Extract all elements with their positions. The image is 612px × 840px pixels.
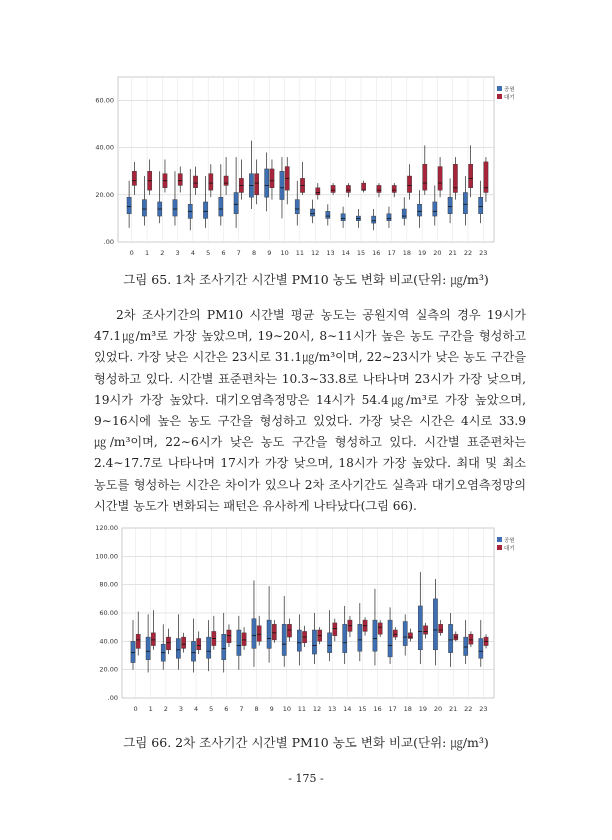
x-tick-label: 13 xyxy=(326,249,335,257)
box-공원 xyxy=(203,202,207,219)
box-대기 xyxy=(392,185,396,192)
box-공원 xyxy=(402,209,406,218)
box-대기 xyxy=(453,164,457,192)
x-tick-label: 12 xyxy=(311,249,320,257)
y-tick-label: 120.00 xyxy=(95,524,118,532)
x-tick-label: 10 xyxy=(280,249,289,257)
box-대기 xyxy=(132,171,136,185)
box-대기 xyxy=(438,167,442,191)
x-tick-label: 1 xyxy=(148,705,153,713)
box-대기 xyxy=(287,624,291,637)
box-공원 xyxy=(173,200,177,217)
box-공원 xyxy=(252,619,256,649)
box-공원 xyxy=(387,214,391,221)
x-tick-label: 22 xyxy=(463,249,473,257)
legend-label: 공원 xyxy=(504,87,515,93)
x-tick-label: 1 xyxy=(144,249,150,257)
box-대기 xyxy=(272,624,276,640)
box-대기 xyxy=(181,637,185,648)
x-tick-label: 18 xyxy=(403,705,412,713)
figure-66-caption: 그림 66. 2차 조사기간 시간별 PM10 농도 변화 비교(단위: ㎍/m³) xyxy=(123,735,489,750)
box-공원 xyxy=(326,211,330,218)
x-tick-label: 19 xyxy=(418,705,428,713)
chart-figure-65 xyxy=(0,0,612,262)
box-공원 xyxy=(295,200,299,214)
box-대기 xyxy=(270,169,274,188)
x-tick-label: 13 xyxy=(328,705,337,713)
box-공원 xyxy=(388,620,392,657)
x-tick-label: 10 xyxy=(282,705,291,713)
legend-swatch xyxy=(497,86,502,91)
y-tick-label: 20.00 xyxy=(99,665,118,674)
box-대기 xyxy=(348,620,352,631)
box-공원 xyxy=(282,624,286,655)
box-공원 xyxy=(265,169,269,197)
box-공원 xyxy=(358,624,362,651)
box-공원 xyxy=(372,216,376,223)
x-tick-label: 14 xyxy=(341,249,350,257)
y-tick-label: 80.00 xyxy=(99,580,118,589)
x-tick-label: 18 xyxy=(402,249,412,257)
x-tick-label: 16 xyxy=(373,705,382,713)
legend-swatch xyxy=(497,94,502,99)
box-대기 xyxy=(408,633,412,639)
box-공원 xyxy=(127,197,131,214)
x-tick-label: 14 xyxy=(343,705,352,713)
y-tick-label: 40.00 xyxy=(99,637,118,646)
x-tick-label: 12 xyxy=(312,705,322,713)
x-tick-label: 3 xyxy=(178,705,184,713)
x-tick-label: 15 xyxy=(356,249,366,257)
box-공원 xyxy=(206,637,210,658)
box-대기 xyxy=(255,174,259,195)
box-공원 xyxy=(343,624,347,652)
box-공원 xyxy=(146,637,150,660)
box-대기 xyxy=(197,639,201,650)
y-tick-label: 100.00 xyxy=(95,552,118,561)
box-대기 xyxy=(378,623,382,634)
y-tick-label: .00 xyxy=(107,694,118,702)
box-대기 xyxy=(363,620,367,631)
box-대기 xyxy=(178,174,182,186)
x-tick-label: 23 xyxy=(479,705,488,713)
box-대기 xyxy=(423,164,427,190)
box-대기 xyxy=(166,637,170,650)
box-공원 xyxy=(464,637,468,655)
x-tick-label: 21 xyxy=(449,705,458,713)
x-tick-label: 4 xyxy=(194,705,199,713)
x-tick-label: 16 xyxy=(372,249,381,257)
box-대기 xyxy=(242,633,246,646)
box-공원 xyxy=(161,644,165,661)
x-tick-label: 17 xyxy=(387,249,396,257)
x-tick-label: 15 xyxy=(358,705,367,713)
box-공원 xyxy=(310,209,314,216)
y-tick-label: .00 xyxy=(103,238,114,246)
box-공원 xyxy=(479,639,483,659)
box-대기 xyxy=(331,185,335,192)
box-대기 xyxy=(469,164,473,188)
box-대기 xyxy=(484,637,488,646)
legend-label: 공원 xyxy=(504,538,515,544)
box-공원 xyxy=(280,171,284,199)
box-공원 xyxy=(479,197,483,214)
box-대기 xyxy=(302,631,306,642)
box-대기 xyxy=(407,176,411,193)
box-대기 xyxy=(423,626,427,635)
x-tick-label: 2 xyxy=(163,705,168,713)
x-tick-label: 22 xyxy=(464,705,473,713)
box-공원 xyxy=(267,620,271,648)
box-공원 xyxy=(463,193,467,214)
box-대기 xyxy=(257,626,261,642)
box-대기 xyxy=(377,185,381,192)
box-공원 xyxy=(417,204,421,216)
x-tick-label: 7 xyxy=(236,249,241,257)
box-공원 xyxy=(191,641,195,661)
box-공원 xyxy=(142,200,146,217)
box-공원 xyxy=(448,197,452,214)
legend-swatch xyxy=(497,537,502,542)
x-tick-label: 11 xyxy=(295,249,305,257)
box-대기 xyxy=(393,630,397,637)
box-대기 xyxy=(439,624,443,633)
x-tick-label: 0 xyxy=(129,249,134,257)
box-공원 xyxy=(222,634,226,660)
box-공원 xyxy=(418,606,422,650)
box-대기 xyxy=(454,634,458,640)
x-tick-label: 20 xyxy=(433,249,442,257)
x-tick-label: 9 xyxy=(267,249,272,257)
box-대기 xyxy=(212,631,216,645)
box-공원 xyxy=(341,214,345,221)
x-tick-label: 5 xyxy=(206,249,211,257)
box-대기 xyxy=(224,176,228,185)
x-tick-label: 3 xyxy=(175,249,180,257)
plot-area xyxy=(122,528,494,698)
x-tick-label: 4 xyxy=(190,249,195,257)
box-대기 xyxy=(136,634,140,648)
x-tick-label: 5 xyxy=(209,705,214,713)
box-공원 xyxy=(234,193,238,214)
legend-swatch xyxy=(497,545,502,550)
x-tick-label: 11 xyxy=(297,705,307,713)
box-대기 xyxy=(318,630,322,641)
x-tick-label: 21 xyxy=(448,249,457,257)
box-대기 xyxy=(469,634,473,644)
box-대기 xyxy=(193,176,197,188)
box-대기 xyxy=(227,630,231,643)
x-tick-label: 23 xyxy=(479,249,488,257)
box-공원 xyxy=(176,639,180,659)
x-tick-label: 20 xyxy=(433,705,443,713)
body-paragraph: 2차 조사기간의 PM10 시간별 평균 농도는 공원지역 실측의 경우 19시가 47.1㎍/m³로 가장 높았으며, 19∼20시, 8∼11시가 높은 농도 구간을 형성하고 있었다. 가장 낮은 시간은 23시로 31.1㎍/m³이며, 22∼23시가 낮은 농도 구간을 형성하고 있다. 시간별 표준편차는 10.3∼33.8로 나타나며 23시가 가장 낮으며, 19시가 가장 높았다. 대기오염측정망은 14시가 54.4㎍/m³로 가장 높았으며, 9∼16시에 높은 농도 구간을 형성하고 있었다. 가장 낮은 시간은 4시로 33.9㎍/m³이며, 22∼6시가 낮은 농도 구간을 형성하고 있다. 시간별 표준편차는 2.4∼17.7로 나타나며 17시가 가장 낮으며, 18시가 가장 높았다. 최대 및 최소 농도를 형성하는 시간은 차이가 있으나 2차 조사기간도 실측과 대기오염측정망의 시간별 농도가 변화되는 패턴은 유사하게 나타났다(그림 66). xyxy=(94,308,526,513)
box-공원 xyxy=(131,641,135,662)
x-tick-label: 0 xyxy=(133,705,138,713)
y-tick-label: 40.00 xyxy=(95,143,114,152)
box-공원 xyxy=(312,630,316,654)
x-tick-label: 8 xyxy=(251,249,257,257)
x-tick-label: 19 xyxy=(418,249,427,257)
x-tick-label: 2 xyxy=(160,249,165,257)
box-공원 xyxy=(327,633,331,653)
y-tick-label: 60.00 xyxy=(95,96,114,105)
box-공원 xyxy=(373,620,377,651)
box-대기 xyxy=(333,623,337,636)
box-공원 xyxy=(433,202,437,216)
legend-label: 대기 xyxy=(504,95,515,101)
box-대기 xyxy=(346,185,350,192)
box-공원 xyxy=(403,622,407,646)
box-공원 xyxy=(219,197,223,216)
box-대기 xyxy=(151,633,155,646)
y-tick-label: 20.00 xyxy=(95,190,114,199)
x-tick-label: 8 xyxy=(254,705,259,713)
x-tick-label: 6 xyxy=(224,705,229,713)
x-tick-label: 9 xyxy=(269,705,274,713)
box-공원 xyxy=(297,630,301,651)
legend-label: 대기 xyxy=(504,546,515,552)
x-tick-label: 6 xyxy=(221,249,226,257)
figure-65-caption: 그림 65. 1차 조사기간 시간별 PM10 농도 변화 비교(단위: ㎍/m³) xyxy=(123,272,489,287)
page-number: - 175 - xyxy=(288,772,324,785)
box-공원 xyxy=(433,599,437,650)
x-tick-label: 7 xyxy=(239,705,244,713)
box-공원 xyxy=(448,624,452,652)
box-대기 xyxy=(362,183,366,190)
box-대기 xyxy=(316,188,320,195)
box-공원 xyxy=(237,630,241,656)
x-tick-label: 17 xyxy=(388,705,397,713)
y-tick-label: 60.00 xyxy=(99,609,118,617)
box-대기 xyxy=(209,174,213,191)
